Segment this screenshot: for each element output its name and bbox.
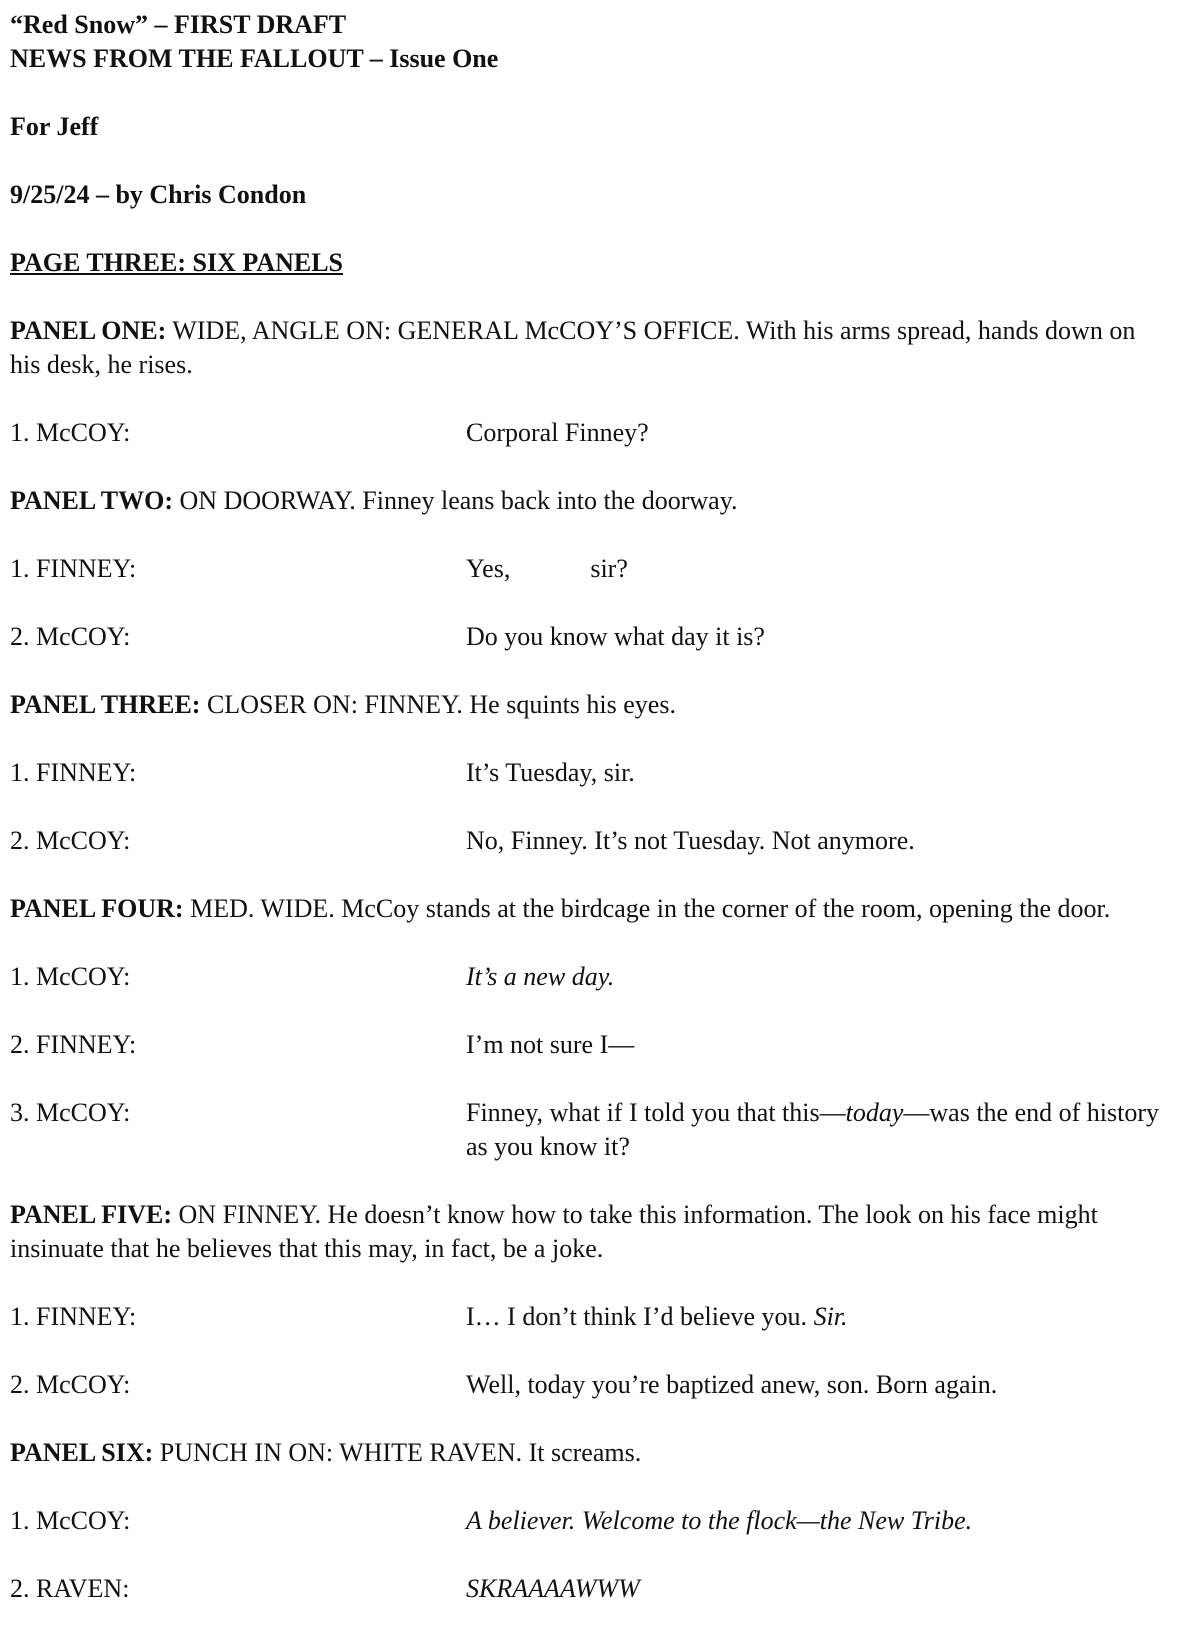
date-author: 9/25/24 – by Chris Condon: [10, 180, 307, 209]
panel-label: PANEL SIX:: [10, 1438, 154, 1467]
dialogue-line: [10, 1028, 1170, 1062]
speech: SKRAAAAWWW: [466, 1574, 640, 1603]
panel-six-description: [10, 1436, 1170, 1470]
speech-part: Yes,: [466, 554, 511, 583]
panel-two-description: [10, 484, 1170, 518]
speaker: 3. McCOY:: [10, 1098, 131, 1127]
dialogue-line: [10, 824, 1170, 858]
dialogue-line: [10, 960, 1170, 994]
speaker: 2. FINNEY:: [10, 1030, 137, 1059]
speaker: 1. McCOY:: [10, 418, 131, 447]
script-page: [10, 8, 1170, 1606]
issue-line: NEWS FROM THE FALLOUT – Issue One: [10, 44, 499, 73]
speaker: 2. RAVEN:: [10, 1574, 130, 1603]
speech: Do you know what day it is?: [466, 622, 765, 651]
speech-emphasis: Sir.: [813, 1302, 848, 1331]
speaker: 2. McCOY:: [10, 1370, 131, 1399]
panel-five-description: [10, 1198, 1170, 1266]
dedication: For Jeff: [10, 112, 99, 141]
panel-text: WIDE, ANGLE ON: GENERAL McCOY’S OFFICE. With his arms spread, hands down on his desk, he rises.: [10, 316, 1136, 379]
dialogue-line: [10, 552, 1170, 586]
dialogue-line: [10, 1368, 1170, 1402]
panel-four-description: [10, 892, 1170, 926]
speaker: 1. FINNEY:: [10, 554, 137, 583]
panel-text: PUNCH IN ON: WHITE RAVEN. It screams.: [153, 1438, 642, 1467]
speech-emphasis: today: [845, 1098, 904, 1127]
title-line: “Red Snow” – FIRST DRAFT: [10, 10, 347, 39]
speech-part: Finney, what if I told you that this—: [466, 1098, 846, 1127]
speaker: 2. McCOY:: [10, 826, 131, 855]
dialogue-line: [10, 1572, 1170, 1606]
speaker: 2. McCOY:: [10, 622, 131, 651]
speech: [466, 1300, 1170, 1334]
speech: I’m not sure I—: [466, 1030, 635, 1059]
speech: No, Finney. It’s not Tuesday. Not anymore.: [466, 826, 915, 855]
panel-label: PANEL FOUR:: [10, 894, 184, 923]
panel-text: ON FINNEY. He doesn’t know how to take this information. The look on his face might insinuate that he believes that this may, in fact, be a joke.: [10, 1200, 1098, 1263]
speaker: 1. McCOY:: [10, 962, 131, 991]
speech: A believer. Welcome to the flock—the New Tribe.: [466, 1506, 973, 1535]
panel-text: ON DOORWAY. Finney leans back into the doorway.: [173, 486, 738, 515]
panel-label: PANEL THREE:: [10, 690, 201, 719]
speaker: 1. FINNEY:: [10, 758, 137, 787]
speech: [466, 552, 1170, 586]
dialogue-line: [10, 416, 1170, 450]
speech-part: sir?: [590, 554, 628, 583]
speaker: 1. McCOY:: [10, 1506, 131, 1535]
speech: It’s a new day.: [466, 962, 615, 991]
page-heading: PAGE THREE: SIX PANELS: [10, 248, 344, 277]
panel-three-description: [10, 688, 1170, 722]
speech: [466, 1096, 1170, 1164]
panel-label: PANEL ONE:: [10, 316, 167, 345]
panel-label: PANEL FIVE:: [10, 1200, 173, 1229]
speech: It’s Tuesday, sir.: [466, 758, 635, 787]
dialogue-line: [10, 1096, 1170, 1164]
speech-part: I… I don’t think I’d believe you.: [466, 1302, 814, 1331]
speech: Well, today you’re baptized anew, son. Born again.: [466, 1370, 998, 1399]
speech-part: —was the end of history as you know it?: [466, 1098, 1160, 1161]
speaker: 1. FINNEY:: [10, 1302, 137, 1331]
speech: Corporal Finney?: [466, 418, 649, 447]
dialogue-line: [10, 1300, 1170, 1334]
panel-text: MED. WIDE. McCoy stands at the birdcage in the corner of the room, opening the door.: [183, 894, 1111, 923]
dialogue-line: [10, 620, 1170, 654]
dialogue-line: [10, 1504, 1170, 1538]
dialogue-line: [10, 756, 1170, 790]
panel-one-description: [10, 314, 1170, 382]
panel-text: CLOSER ON: FINNEY. He squints his eyes.: [200, 690, 676, 719]
panel-label: PANEL TWO:: [10, 486, 174, 515]
